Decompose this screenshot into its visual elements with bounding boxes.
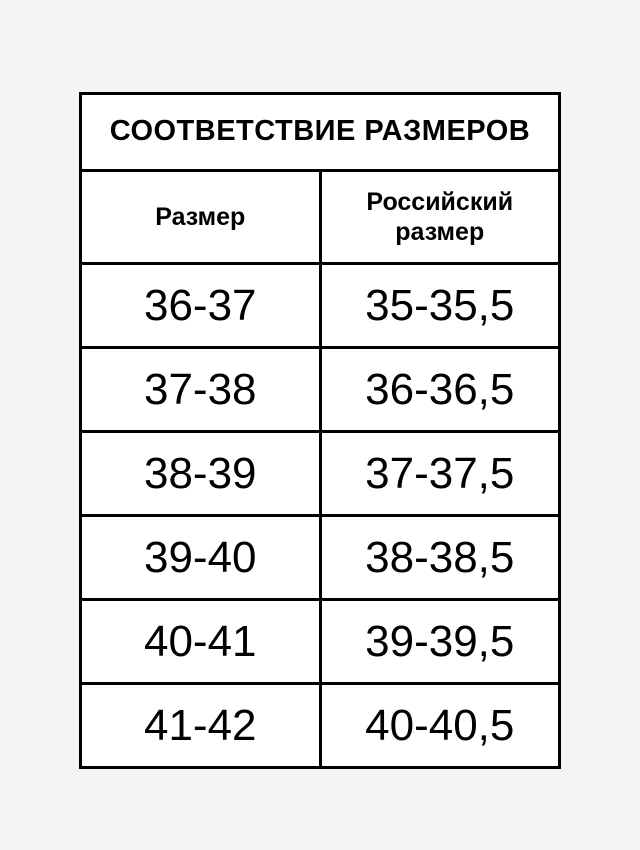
table-title: СООТВЕТСТВИЕ РАЗМЕРОВ [81,94,560,171]
table-title-row [81,94,560,171]
cell-size: 38-39 [81,432,321,516]
cell-size: 39-40 [81,516,321,600]
table-row [81,432,560,516]
table-row [81,600,560,684]
cell-size: 36-37 [81,264,321,348]
table-row [81,516,560,600]
table-row [81,264,560,348]
cell-size: 41-42 [81,684,321,768]
table-row [81,348,560,432]
cell-size: 40-41 [81,600,321,684]
column-header-size: Размер [81,171,321,264]
table-header-row [81,171,560,264]
cell-russian-size: 40-40,5 [320,684,560,768]
cell-russian-size: 39-39,5 [320,600,560,684]
size-conversion-table [79,92,561,769]
cell-russian-size: 35-35,5 [320,264,560,348]
cell-russian-size: 38-38,5 [320,516,560,600]
column-header-russian-size: Российский размер [320,171,560,264]
cell-russian-size: 36-36,5 [320,348,560,432]
table-row [81,684,560,768]
cell-size: 37-38 [81,348,321,432]
cell-russian-size: 37-37,5 [320,432,560,516]
